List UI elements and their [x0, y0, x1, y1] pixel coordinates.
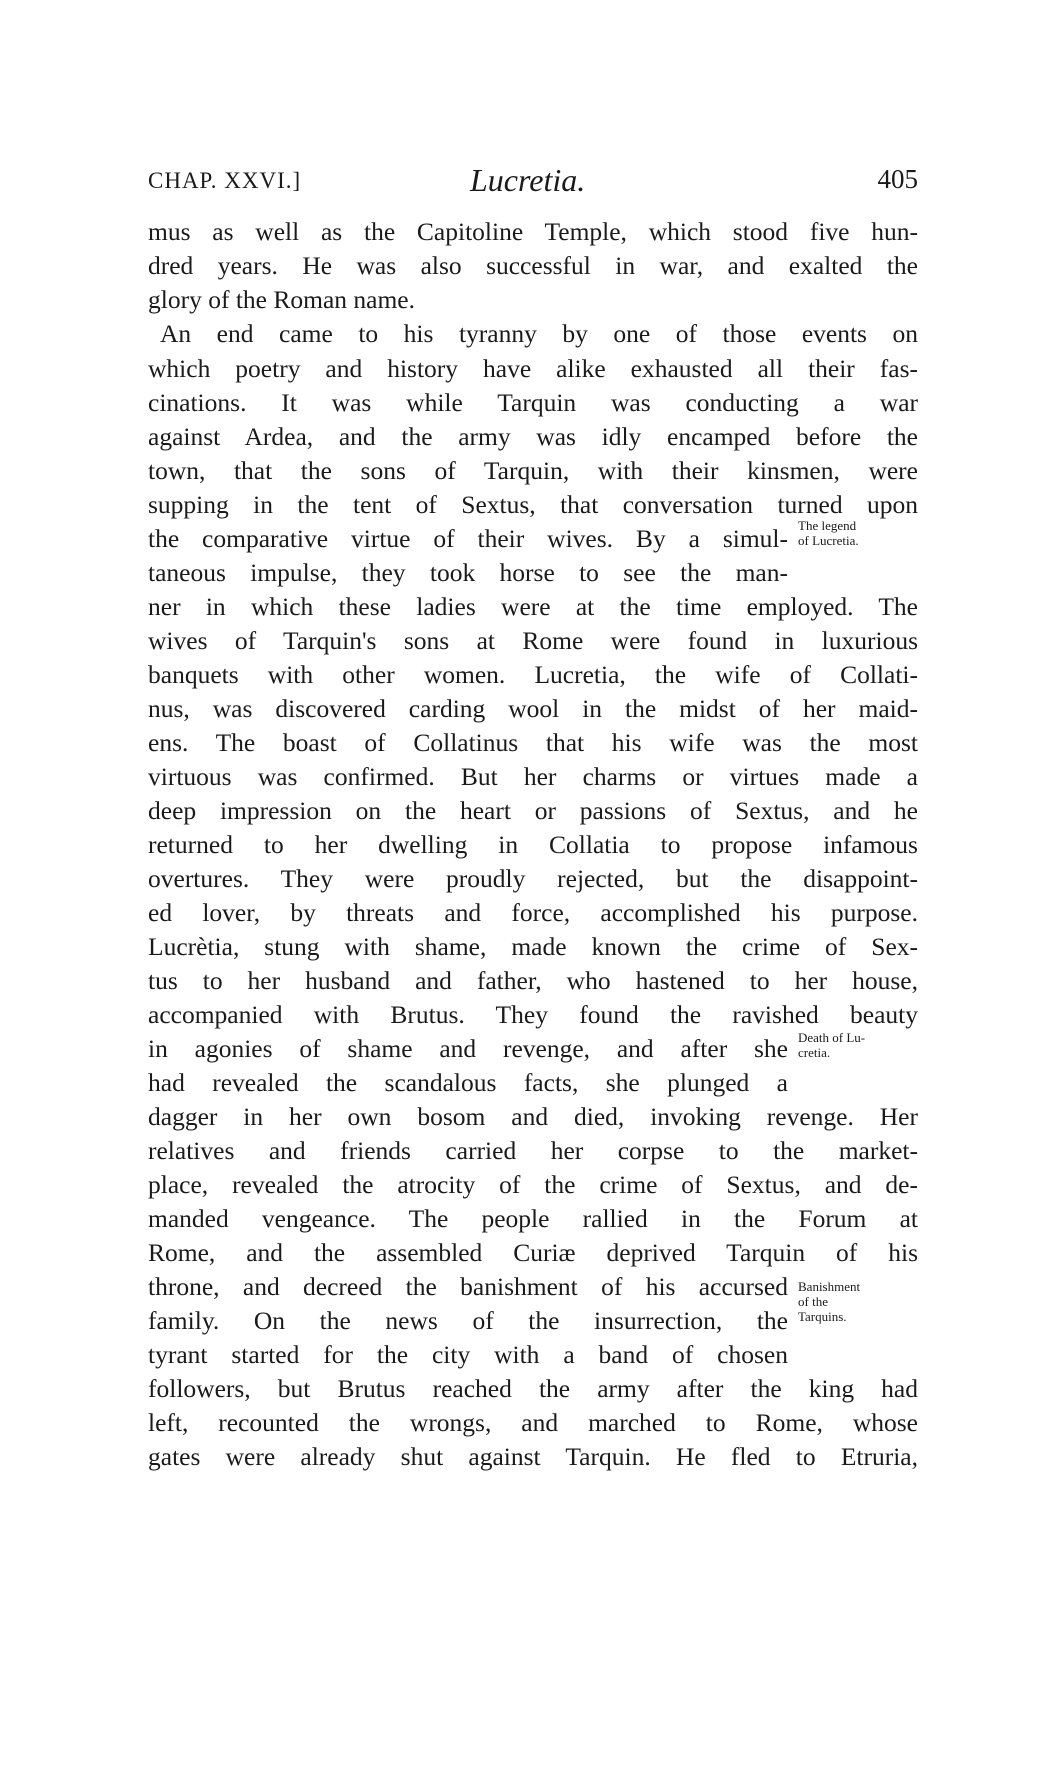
- chapter-label: CHAP. XXVI.]: [148, 168, 302, 193]
- side-note-line: of the: [798, 1294, 828, 1309]
- page-number: 405: [877, 164, 918, 194]
- side-note-line: Banishment: [798, 1279, 861, 1294]
- text-line: ed lover, by threats and force, accomplished his purpose.: [148, 898, 918, 927]
- text-line: Lucrètia, stung with shame, made known the crime of Sex-: [148, 932, 918, 961]
- text-line: throne, and decreed the banishment of his accursed: [148, 1272, 788, 1301]
- text-line: followers, but Brutus reached the army after the king had: [148, 1374, 918, 1403]
- side-note-legend: [798, 518, 859, 548]
- text-line: ner in which these ladies were at the time employed. The: [148, 592, 918, 621]
- side-note-line: Tarquins.: [798, 1309, 847, 1324]
- text-line: relatives and friends carried her corpse to the market-: [148, 1136, 918, 1165]
- text-line: nus, was discovered carding wool in the midst of her maid-: [148, 694, 918, 723]
- text-line: dred years. He was also successful in war, and exalted the: [148, 251, 918, 280]
- text-line: the comparative virtue of their wives. By a simul-: [148, 524, 788, 553]
- side-note-line: of Lucretia.: [798, 533, 859, 548]
- text-line: An end came to his tyranny by one of those events on: [160, 319, 918, 348]
- text-line: left, recounted the wrongs, and marched to Rome, whose: [148, 1408, 918, 1437]
- text-line: place, revealed the atrocity of the crime of Sextus, and de-: [148, 1170, 918, 1199]
- text-line: ens. The boast of Collatinus that his wife was the most: [148, 728, 918, 757]
- text-line: manded vengeance. The people rallied in the Forum at: [148, 1204, 918, 1233]
- side-note-line: Death of Lu-: [798, 1030, 866, 1045]
- text-line: wives of Tarquin's sons at Rome were found in luxurious: [148, 626, 918, 655]
- text-line: Rome, and the assembled Curiæ deprived Tarquin of his: [148, 1238, 918, 1267]
- text-line: family. On the news of the insurrection, the: [148, 1306, 788, 1335]
- side-note-death: [798, 1030, 865, 1060]
- text-line: tus to her husband and father, who hastened to her house,: [148, 966, 918, 995]
- text-line: which poetry and history have alike exhausted all their fas-: [148, 354, 918, 383]
- text-line: taneous impulse, they took horse to see the man-: [148, 558, 788, 587]
- text-line: overtures. They were proudly rejected, but the disappoint-: [148, 864, 918, 893]
- side-note-banishment: [798, 1279, 860, 1324]
- text-line: accompanied with Brutus. They found the ravished beauty: [148, 1000, 918, 1029]
- side-note-line: cretia.: [798, 1045, 831, 1060]
- text-line: deep impression on the heart or passions of Sextus, and he: [148, 796, 918, 825]
- text-line: glory of the Roman name.: [148, 285, 415, 314]
- page-title: Lucretia.: [470, 162, 586, 198]
- text-line: tyrant started for the city with a band of chosen: [148, 1340, 788, 1369]
- text-line: mus as well as the Capitoline Temple, which stood five hun-: [148, 217, 918, 246]
- text-line: had revealed the scandalous facts, she plunged a: [148, 1068, 788, 1097]
- side-note-line: The legend: [798, 518, 857, 533]
- text-line: gates were already shut against Tarquin. He fled to Etruria,: [148, 1442, 918, 1471]
- text-line: against Ardea, and the army was idly encamped before the: [148, 422, 918, 451]
- text-line: cinations. It was while Tarquin was conducting a war: [148, 388, 918, 417]
- running-header: [148, 162, 918, 202]
- text-line: in agonies of shame and revenge, and after she: [148, 1034, 788, 1063]
- text-line: returned to her dwelling in Collatia to propose infamous: [148, 830, 918, 859]
- text-line: virtuous was confirmed. But her charms or virtues made a: [148, 762, 918, 791]
- text-line: supping in the tent of Sextus, that conversation turned upon: [148, 490, 918, 519]
- text-line: town, that the sons of Tarquin, with their kinsmen, were: [148, 456, 918, 485]
- text-line: dagger in her own bosom and died, invoking revenge. Her: [148, 1102, 918, 1131]
- text-line: banquets with other women. Lucretia, the wife of Collati-: [148, 660, 918, 689]
